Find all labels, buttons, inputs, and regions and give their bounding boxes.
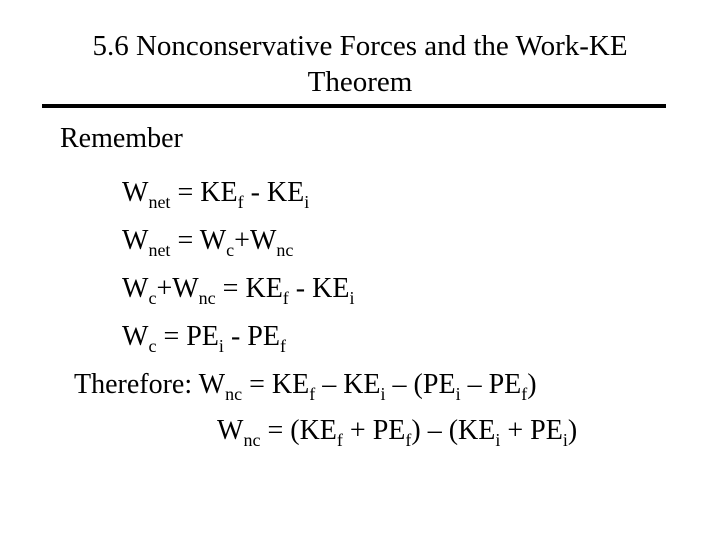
symbol-work: W (122, 177, 149, 208)
subscript-final: f (336, 430, 343, 450)
symbol-potential-energy: PE (186, 321, 219, 352)
symbol-kinetic-energy: KE (458, 415, 496, 446)
subscript-nonconservative: nc (276, 240, 294, 260)
symbol-work: W (122, 273, 149, 304)
symbol-work: W (122, 225, 149, 256)
symbol-kinetic-energy: KE (299, 415, 337, 446)
symbol-work: W (122, 321, 149, 352)
remember-heading: Remember (60, 123, 183, 154)
subscript-net: net (148, 192, 171, 212)
symbol-work: W (172, 273, 199, 304)
symbol-kinetic-energy: KE (266, 177, 305, 208)
subscript-final: f (521, 384, 528, 404)
subscript-initial: i (349, 288, 355, 308)
subscript-final: f (405, 430, 412, 450)
subscript-initial: i (455, 384, 461, 404)
symbol-kinetic-energy: KE (271, 369, 310, 400)
subscript-initial: i (495, 430, 501, 450)
slide-title (40, 28, 680, 100)
equation-1: $W_{net} = KE_f - KE_i$ (122, 177, 310, 212)
subscript-nonconservative: nc (243, 430, 261, 450)
symbol-work: W (199, 225, 227, 256)
equation-2: $W_{net} = W_c+W_{nc}$ (122, 225, 294, 260)
subscript-nonconservative: nc (198, 288, 216, 308)
symbol-work: W (249, 225, 277, 256)
equation-5: Therefore: $W_{nc} = KE_f - KE_i - (PE_i - PE_f)$ (74, 369, 537, 404)
subscript-final: f (279, 336, 286, 356)
symbol-work: W (217, 415, 244, 446)
therefore-label: Therefore: (74, 369, 193, 400)
symbol-work: W (198, 369, 226, 400)
subscript-initial: i (218, 336, 224, 356)
symbol-potential-energy: PE (372, 415, 406, 446)
symbol-potential-energy: PE (488, 369, 522, 400)
title-line-1: 5.6 Nonconservative Forces and the Work-KE (92, 30, 628, 62)
subscript-initial: i (304, 192, 310, 212)
equation-4: $W_c = PE_i - PE_f$ (122, 321, 286, 356)
equation-6: $W_{nc} = (KE_f + PE_f) - (KE_i + PE_i)$ (217, 415, 578, 450)
subscript-final: f (309, 384, 316, 404)
title-line-2: Theorem (307, 66, 413, 98)
subscript-initial: i (562, 430, 568, 450)
symbol-kinetic-energy: KE (200, 177, 238, 208)
symbol-kinetic-energy: KE (312, 273, 350, 304)
subscript-net: net (148, 240, 171, 260)
subscript-final: f (282, 288, 289, 308)
subscript-conservative: c (148, 336, 157, 356)
symbol-potential-energy: PE (530, 415, 563, 446)
subscript-nonconservative: nc (225, 384, 243, 404)
title-divider (42, 104, 666, 108)
equation-3: $W_c+W_{nc} = KE_f - KE_i$ (122, 273, 355, 308)
symbol-kinetic-energy: KE (343, 369, 381, 400)
subscript-final: f (237, 192, 244, 212)
subscript-conservative: c (148, 288, 157, 308)
symbol-potential-energy: PE (247, 321, 280, 352)
subscript-initial: i (380, 384, 386, 404)
subscript-conservative: c (226, 240, 235, 260)
symbol-kinetic-energy: KE (245, 273, 283, 304)
symbol-potential-energy: PE (422, 369, 456, 400)
